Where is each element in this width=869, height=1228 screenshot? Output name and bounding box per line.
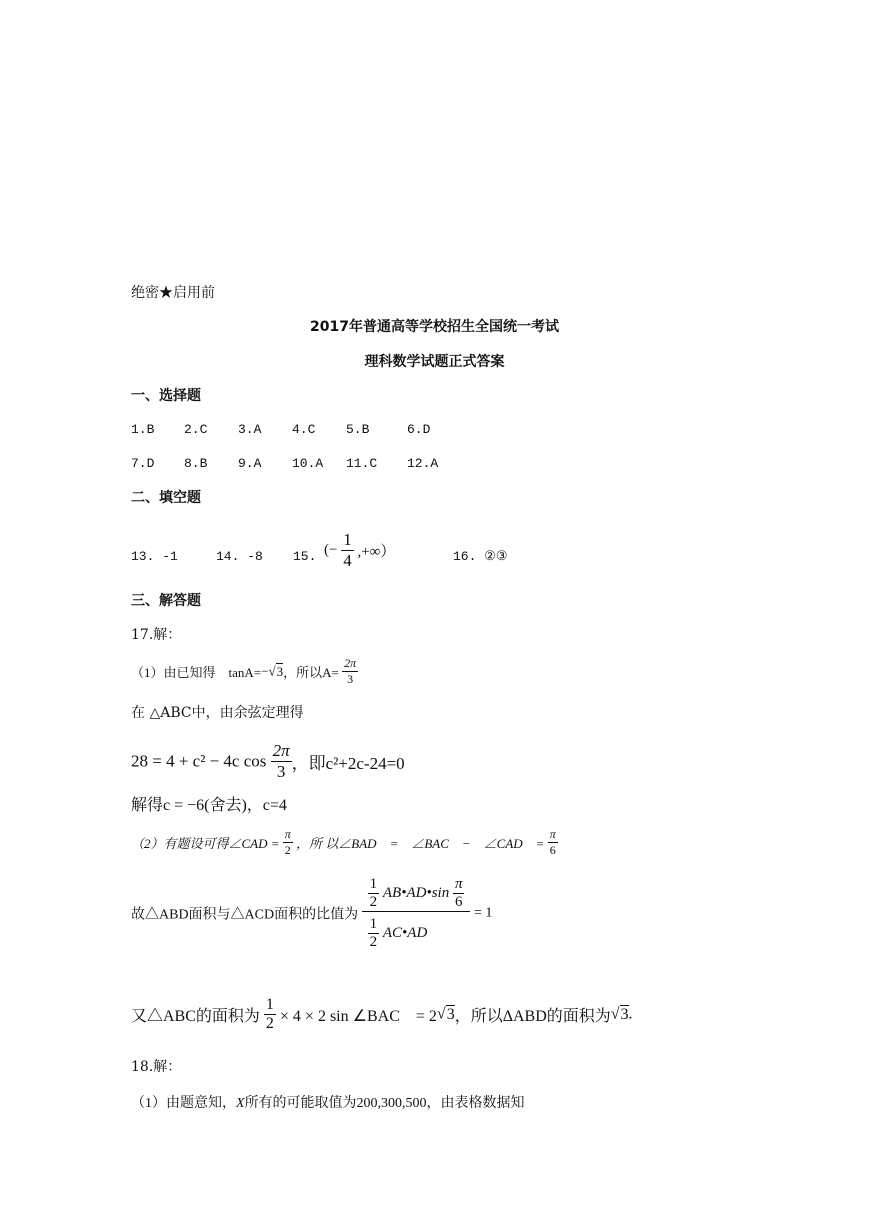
mc-answer: 1.B (131, 422, 155, 437)
q17-part2: （2）有题设可得∠CAD = $\frac{\pi}{2}$ ，所 以∠BAD = ∠BAC − ∠CAD = $\frac{\pi}{6}$ (131, 827, 556, 857)
mc-answer: 8.B (184, 456, 208, 471)
section-multiple-choice: 一、选择题 (131, 388, 201, 404)
answer-title: 理科数学试题正式答案 (364, 354, 505, 370)
fill-answer-14: 14. -8 (216, 549, 263, 564)
q18-part1: （1）由题意知，X所有的可能取值为200,300,500，由表格数据知 (131, 1096, 525, 1111)
section-fill-blank: 二、填空题 (131, 490, 201, 506)
mc-answer: 4.C (292, 422, 316, 437)
fill-answer-13: 13. -1 (131, 549, 178, 564)
q17-cosine-equation: 28 = 4 + c² − 4c cos $\frac{2\pi}{3}$ ，即c²+2c-24=0 (131, 741, 405, 781)
mc-answer: 3.A (238, 422, 262, 437)
mc-answer: 9.A (238, 456, 262, 471)
q17-solve-c: 解得c = −6(舍去)，c=4 (131, 797, 287, 814)
mc-answer: 5.B (346, 422, 370, 437)
section-solutions: 三、解答题 (131, 593, 201, 609)
mc-answer: 12.A (407, 456, 439, 471)
confidential-label: 绝密★启用前 (131, 285, 215, 301)
q17-label: 17.解： (131, 627, 182, 643)
q18-label: 18.解： (131, 1059, 182, 1075)
mc-answer: 10.A (292, 456, 324, 471)
exam-title: 2017年普通高等学校招生全国统一考试 (310, 319, 559, 335)
q17-cosine-intro: 在 △ABC中，由余弦定理得 (131, 705, 304, 721)
q17-area-ratio: 故△ABD面积与△ACD面积的比值为 $\frac{1}{2}$ AB•AD•sin $\frac{\pi}{6}$ $\frac{1}{2}$ AC•AD = 1 (131, 876, 493, 950)
mc-answer: 7.D (131, 456, 155, 471)
mc-answer: 2.C (184, 422, 208, 437)
mc-answer: 11.C (346, 456, 378, 471)
fill-answer-16: 16. ②③ (453, 549, 508, 564)
fill-answer-15-interval: (− $\frac{1}{4}$ ,+∞） (324, 530, 396, 570)
fill-answer-15-label: 15. (293, 549, 317, 564)
mc-answer: 6.D (407, 422, 431, 437)
q17-part1: （1）由已知得 tanA=−√3，所以A= $\frac{2\pi}{3}$ (131, 656, 357, 686)
q17-area-abc: 又△ABC的面积为 $\frac{1}{2}$ × 4 × 2 sin ∠BAC = 2√3，所以ΔABD的面积为√3. (131, 996, 633, 1032)
